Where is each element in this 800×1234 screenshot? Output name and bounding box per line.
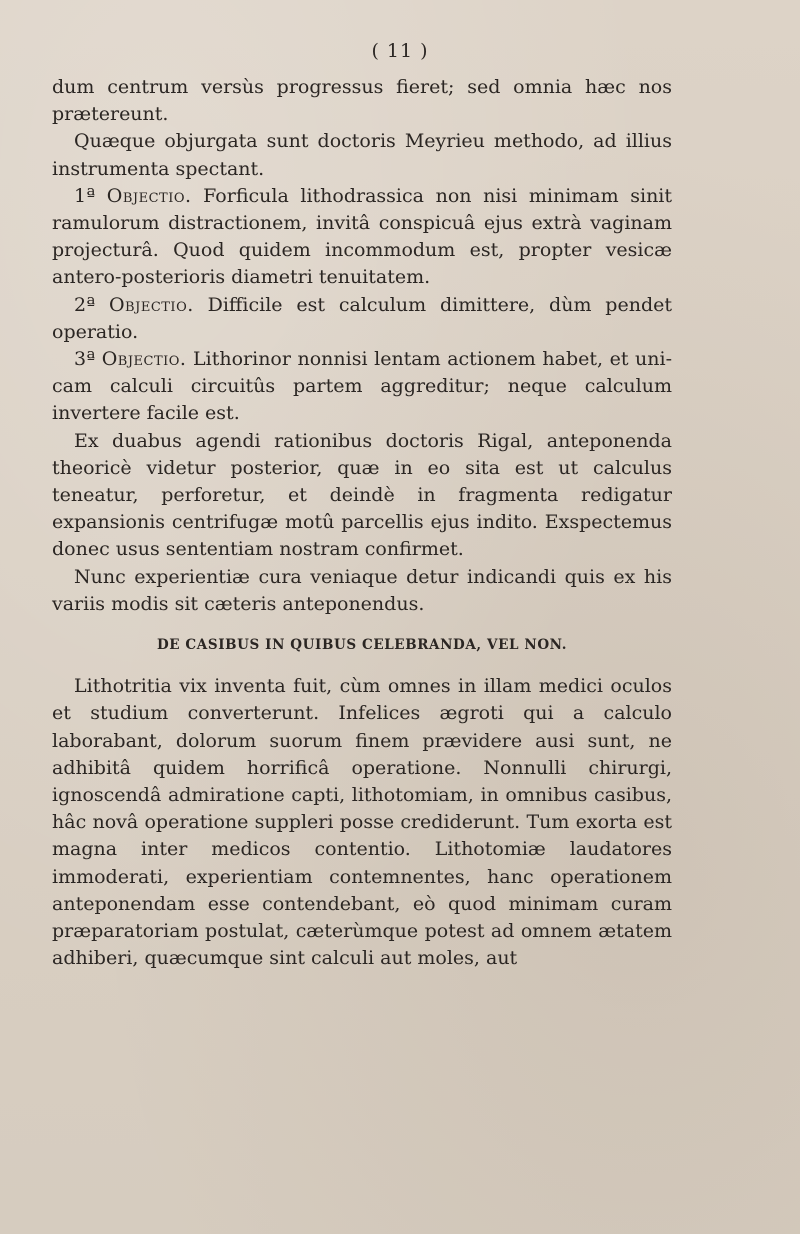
objection-paragraph (52, 292, 672, 346)
objection-number: 1ª (74, 184, 96, 207)
page-body (52, 74, 672, 973)
objection-number: 2ª (74, 293, 96, 316)
objection-paragraph (52, 183, 672, 292)
objection-label: Objectio. (108, 293, 194, 316)
objection-text: Difficile est calculum dimittere, dùm pendet operatio. (52, 293, 672, 343)
section-heading: DE CASIBUS IN QUIBUS CELEBRANDA, VEL NON. (156, 637, 568, 654)
objection-paragraph (52, 346, 672, 428)
objection-text: Lithorinor nonnisi lentam actionem habet, et unicam calculi circuitûs partem aggreditur; neque calculum invertere facile est. (52, 348, 672, 425)
objection-number: 3ª (74, 348, 96, 371)
paragraph: Nunc experientiæ cura veniaque detur indicandi quis ex his variis modis sit cæteris anteponendus. (52, 565, 672, 615)
objection-text: Forficula lithodrassica non nisi minimam sinit ramulorum distractionem, invitâ conspicuâ ejus extrà vaginam projecturâ. Quod quidem incommodum est, propter vesicæ antero-posterioris diametri tenuitatem. (52, 184, 673, 289)
objection-label: Objectio. (106, 184, 192, 207)
paragraph: dum centrum versùs progressus fieret; sed omnia hæc nos prætereunt. (52, 76, 672, 126)
page-number: ( 11 ) (371, 40, 429, 62)
paragraph: Lithotritia vix inventa fuit, cùm omnes in illam medici oculos et studium converterunt. Infelices ægroti qui a calculo laborabant, dolorum suorum finem prævidere ausi sunt, ne adhibitâ quidem horrificâ operatione. Nonnulli chirurgi, ignoscendâ admiratione capti, lithotomiam, in omnibus casibus, hâc novâ operatione suppleri posse crediderunt. Tum exorta est magna inter medicos contentio. Lithotomiæ laudatores immoderati, experientiam contemnentes, hanc operationem anteponendam esse contendebant, eò quod minimam curam præparatoriam postulat, cæterùmque potest ad omnem ætatem adhiberi, quæcumque sint calculi aut moles, aut (52, 675, 672, 970)
paragraph: Quæque objurgata sunt doctoris Meyrieu methodo, ad illius instrumenta spectant. (52, 130, 672, 180)
objection-label: Objectio. (101, 348, 187, 371)
paragraph: Ex duabus agendi rationibus doctoris Rigal, anteponenda theoricè videtur posterior, quæ in eo sita est ut calculus teneatur, perforetur, et deindè in fragmenta redigatur expansionis centrifugæ motû parcellis ejus indito. Exspectemus donec usus sententiam nostram confirmet. (52, 429, 672, 561)
